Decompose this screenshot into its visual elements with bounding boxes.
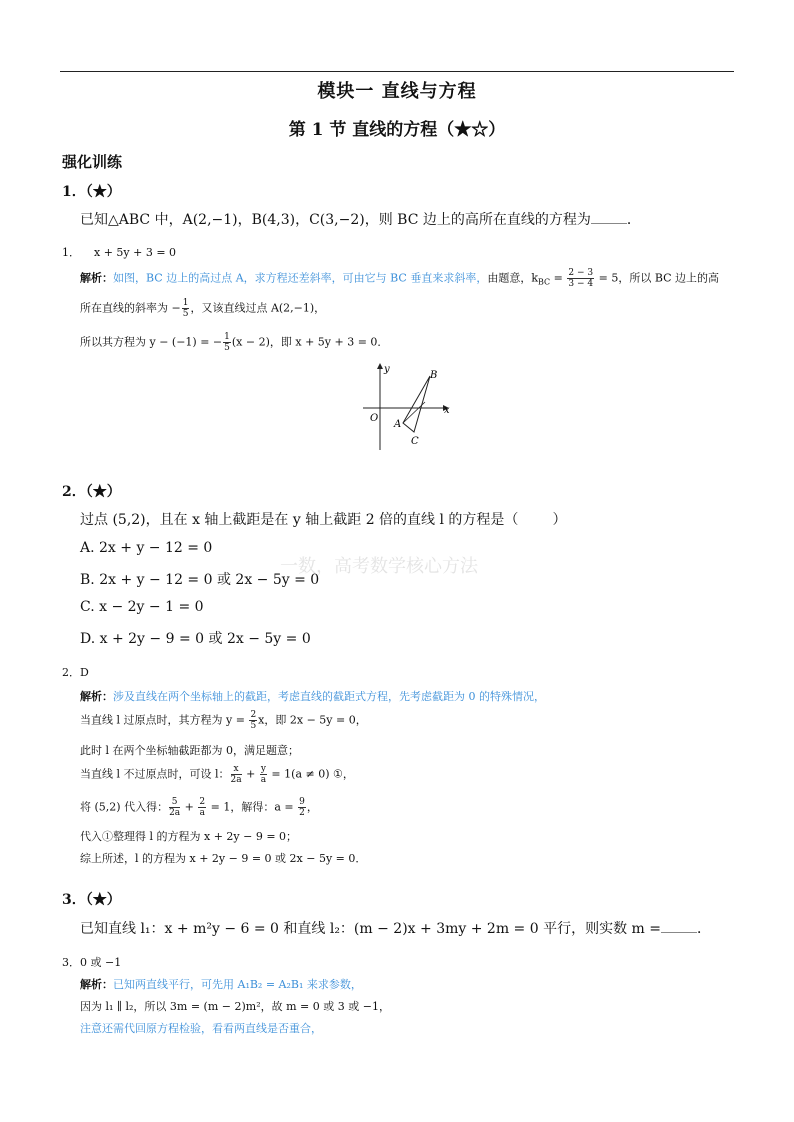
q1-analysis-line2: 所在直线的斜率为 − $\frac{1}{5}$ ，又该直线过点 A(2,−1)， (80, 298, 326, 319)
triangle-figure (358, 358, 458, 454)
origin-label: O (370, 413, 379, 424)
q2-analysis-line4: 当直线 l 不过原点时，可设 l： $\frac{x}{2a}$ + $\frac{y}{a}$ = 1(a ≠ 0) ①， (80, 764, 354, 785)
q2-option-d[interactable]: D. x + 2y − 9 = 0 或 2x − 5y = 0 (80, 631, 311, 647)
triangle-abc (403, 376, 430, 432)
q3-analysis-line1: 解析：已知两直线平行，可先用 A₁B₂ = A₂B₁ 来求参数， (80, 978, 362, 991)
q3-analysis-line2: 因为 l₁ ∥ l₂，所以 3m = (m − 2)m²，故 m = 0 或 3 或 −1， (80, 1000, 390, 1013)
q2-number: 2．（★） (62, 484, 121, 500)
section-title: 第 1 节 直线的方程（★☆） (288, 120, 506, 140)
watermark: 一数，高考数学核心方法 (280, 556, 478, 577)
q3-text: 已知直线 l₁：x + m²y − 6 = 0 和直线 l₂：(m − 2)x + 3my + 2m = 0 平行，则实数 m = ． (80, 921, 711, 937)
q2-analysis-line2: 当直线 l 过原点时，其方程为 y = $\frac{2}{5}$ x，即 2x − 5y = 0， (80, 710, 367, 731)
point-b-label: B (430, 370, 438, 381)
q2-text: 过点 (5,2)，且在 x 轴上截距是在 y 轴上截距 2 倍的直线 l 的方程是（ ） (80, 512, 567, 528)
answer-blank (661, 920, 697, 933)
q1-text: 已知△ABC 中，A(2,−1)，B(4,3)，C(3,−2)，则 BC 边上的高所在直线的方程为 ． (80, 212, 641, 228)
q3-answer: 3．0 或 −1 (62, 956, 122, 969)
altitude-line (403, 402, 425, 423)
q1-analysis-line1: 解析：如图，BC 边上的高过点 A，求方程还差斜率，可由它与 BC 垂直来求斜率，由题意，$k_{BC}$ = $\frac{2 - 3}{3 - 4}$ = 5，所以 BC 边上的高 (80, 268, 720, 289)
q1-number: 1．（★） (62, 184, 121, 200)
q1-analysis-line3: 所以其方程为 y − (−1) = − $\frac{1}{5}$ (x − 2)，即 x + 5y + 3 = 0． (80, 332, 389, 353)
point-c-label: C (411, 436, 419, 447)
answer-blank (591, 211, 627, 224)
q2-analysis-line6: 代入①整理得 l 的方程为 x + 2y − 9 = 0； (80, 830, 298, 843)
point-a-label: A (394, 419, 402, 430)
q2-analysis-line5: 将 (5,2) 代入得： $\frac{5}{2a}$ + $\frac{2}{a}$ = 1，解得：a = $\frac{9}{2}$ ， (80, 797, 318, 818)
q3-analysis-line3: 注意还需代回原方程检验，看看两直线是否重合， (80, 1022, 322, 1035)
q3-number: 3．（★） (62, 892, 121, 908)
q2-option-a[interactable]: A. 2x + y − 12 = 0 (80, 540, 213, 556)
x-label: x (444, 405, 450, 416)
q2-option-c[interactable]: C. x − 2y − 1 = 0 (80, 599, 204, 615)
header-rule (60, 71, 734, 72)
training-heading: 强化训练 (62, 153, 123, 171)
q2-analysis-line3: 此时 l 在两个坐标轴截距都为 0，满足题意； (80, 744, 300, 757)
q2-answer: 2．D (62, 666, 89, 679)
q2-option-b[interactable]: B. 2x + y − 12 = 0 或 2x − 5y = 0 (80, 572, 320, 588)
module-title: 模块一 直线与方程 (317, 81, 477, 102)
q2-analysis-line7: 综上所述，l 的方程为 x + 2y − 9 = 0 或 2x − 5y = 0． (80, 852, 367, 865)
q2-analysis-line1: 解析：涉及直线在两个坐标轴上的截距，考虑直线的截距式方程，先考虑截距为 0 的特殊情况， (80, 690, 545, 703)
q1-answer: 1． x + 5y + 3 = 0 (62, 246, 177, 259)
y-label: y (384, 364, 390, 375)
